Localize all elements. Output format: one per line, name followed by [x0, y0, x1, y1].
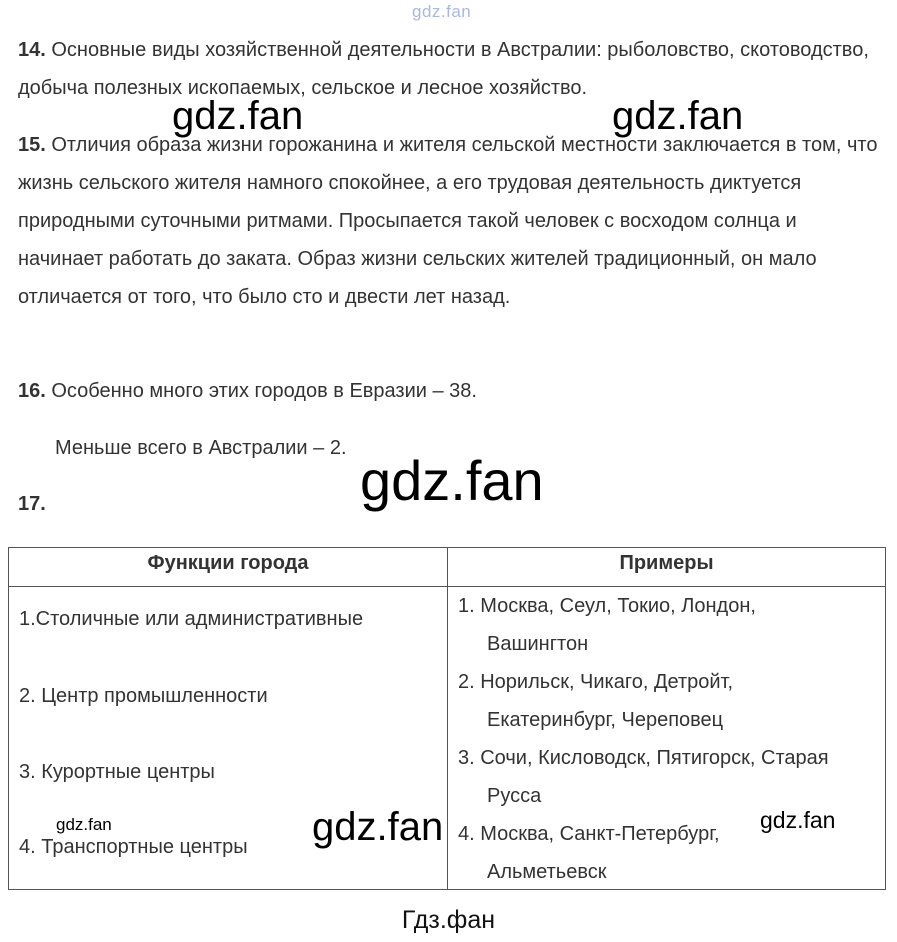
example-continuation: Русса	[487, 785, 542, 807]
watermark-top: gdz.fan	[412, 2, 472, 21]
table-row	[9, 587, 886, 890]
example-item	[458, 587, 875, 663]
watermark-small-right: gdz.fan	[760, 807, 836, 833]
function-item: 1.Столичные или административные	[19, 608, 364, 630]
function-item: 3. Курортные центры	[19, 761, 215, 783]
examples-list	[458, 587, 875, 891]
watermark-right: gdz.fan	[612, 94, 744, 138]
header-examples: Примеры	[448, 548, 886, 587]
answer-number: 17.	[18, 493, 46, 515]
example-first-line: 1. Москва, Сеул, Токио, Лондон,	[458, 595, 756, 617]
function-item: 2. Центр промышленности	[19, 685, 268, 707]
example-item	[458, 663, 875, 739]
answer-number: 14.	[18, 39, 46, 61]
example-first-line: 4. Москва, Санкт-Петербург,	[458, 823, 720, 845]
watermark-left: gdz.fan	[172, 94, 304, 138]
example-first-line: 2. Норильск, Чикаго, Детройт,	[458, 671, 734, 693]
answer-16-second-line: Меньше всего в Австралии – 2.	[55, 437, 347, 459]
example-continuation: Вашингтон	[487, 633, 589, 655]
watermark-middle: gdz.fan	[360, 449, 544, 512]
examples-cell	[448, 587, 886, 890]
answer-16	[18, 372, 878, 410]
example-item	[458, 739, 875, 815]
answer-text: Основные виды хозяйственной деятельности в Австралии: рыболовство, скотоводство, добыча полезных ископаемых, сельское и лесное хозяйство.	[18, 39, 869, 99]
answer-14	[18, 31, 878, 107]
table-header-row	[9, 548, 886, 587]
function-item: 4. Транспортные центры	[19, 836, 248, 858]
city-functions-table	[8, 547, 886, 890]
answer-15	[18, 126, 878, 316]
answer-text: Отличия образа жизни горожанина и жителя сельской местности заключается в том, что жизнь сельского жителя намного спокойнее, а его трудовая деятельность диктуется природными суточными ритмами. Просыпается такой человек с восходом солнца и начинает работать до заката. Образ жизни сельских жителей традиционный, он мало отличается от того, что было сто и двести лет назад.	[18, 134, 878, 308]
watermark-bottom-center: gdz.fan	[312, 805, 444, 849]
answer-number: 15.	[18, 134, 46, 156]
watermark-footer: Гдз.фан	[401, 906, 496, 934]
example-continuation: Альметьевск	[487, 861, 607, 883]
answer-number: 16.	[18, 380, 46, 402]
example-first-line: 3. Сочи, Кисловодск, Пятигорск, Старая	[458, 747, 829, 769]
watermark-small-left: gdz.fan	[56, 815, 112, 834]
example-continuation: Екатеринбург, Череповец	[487, 709, 724, 731]
header-functions: Функции города	[9, 548, 448, 587]
answer-text: Особенно много этих городов в Евразии – 38.	[45, 380, 477, 402]
